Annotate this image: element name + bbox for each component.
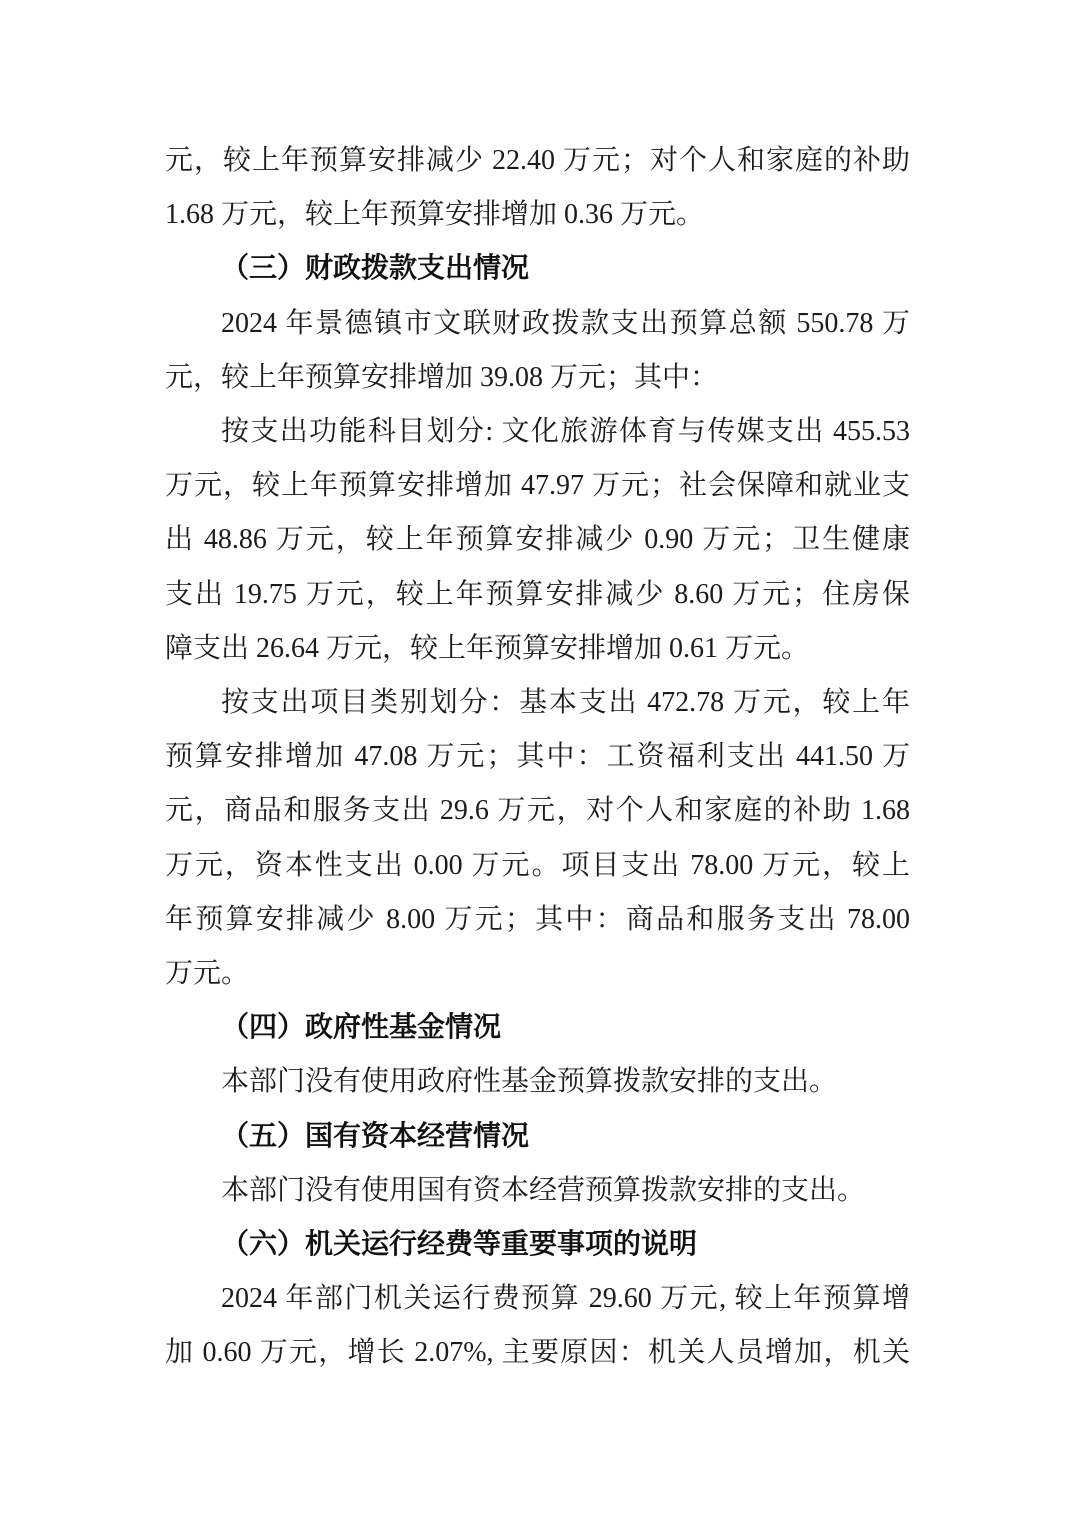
text-line: 按支出项目类别划分：基本支出 472.78 万元，较上年	[221, 687, 910, 719]
text-line: 年预算安排减少 8.00 万元；其中：商品和服务支出 78.00	[165, 903, 910, 935]
section-heading: （五）国有资本经营情况	[221, 1120, 530, 1152]
text-line: 出 48.86 万元，较上年预算安排减少 0.90 万元；卫生健康	[165, 524, 910, 556]
text-line: 障支出 26.64 万元，较上年预算安排增加 0.61 万元。	[165, 632, 810, 664]
text-line: 万元。	[165, 958, 250, 990]
text-line: 加 0.60 万元，增长 2.07%, 主要原因：机关人员增加，机关	[165, 1337, 910, 1369]
section-heading: （三）财政拨款支出情况	[221, 253, 530, 285]
text-line: 元，较上年预算安排增加 39.08 万元；其中：	[165, 361, 719, 393]
text-line: 2024 年景德镇市文联财政拨款支出预算总额 550.78 万	[221, 307, 910, 339]
document-body	[165, 134, 910, 1381]
text-line: 本部门没有使用国有资本经营预算拨款安排的支出。	[221, 1174, 866, 1206]
text-line: 按支出功能科目划分: 文化旅游体育与传媒支出 455.53	[221, 416, 910, 448]
text-line: 预算安排增加 47.08 万元；其中：工资福利支出 441.50 万	[165, 741, 910, 773]
text-line: 1.68 万元，较上年预算安排增加 0.36 万元。	[165, 199, 705, 231]
section-heading: （六）机关运行经费等重要事项的说明	[221, 1229, 698, 1261]
text-line: 万元，较上年预算安排增加 47.97 万元；社会保障和就业支	[165, 470, 910, 502]
text-line: 支出 19.75 万元，较上年预算安排减少 8.60 万元；住房保	[165, 578, 910, 610]
text-line: 2024 年部门机关运行费预算 29.60 万元, 较上年预算增	[221, 1283, 910, 1315]
text-line: 本部门没有使用政府性基金预算拨款安排的支出。	[221, 1066, 838, 1098]
section-heading: （四）政府性基金情况	[221, 1012, 502, 1044]
text-line: 元，较上年预算安排减少 22.40 万元；对个人和家庭的补助	[165, 145, 910, 176]
text-line: 元，商品和服务支出 29.6 万元，对个人和家庭的补助 1.68	[165, 795, 910, 827]
text-line: 万元，资本性支出 0.00 万元。项目支出 78.00 万元，较上	[165, 849, 910, 881]
